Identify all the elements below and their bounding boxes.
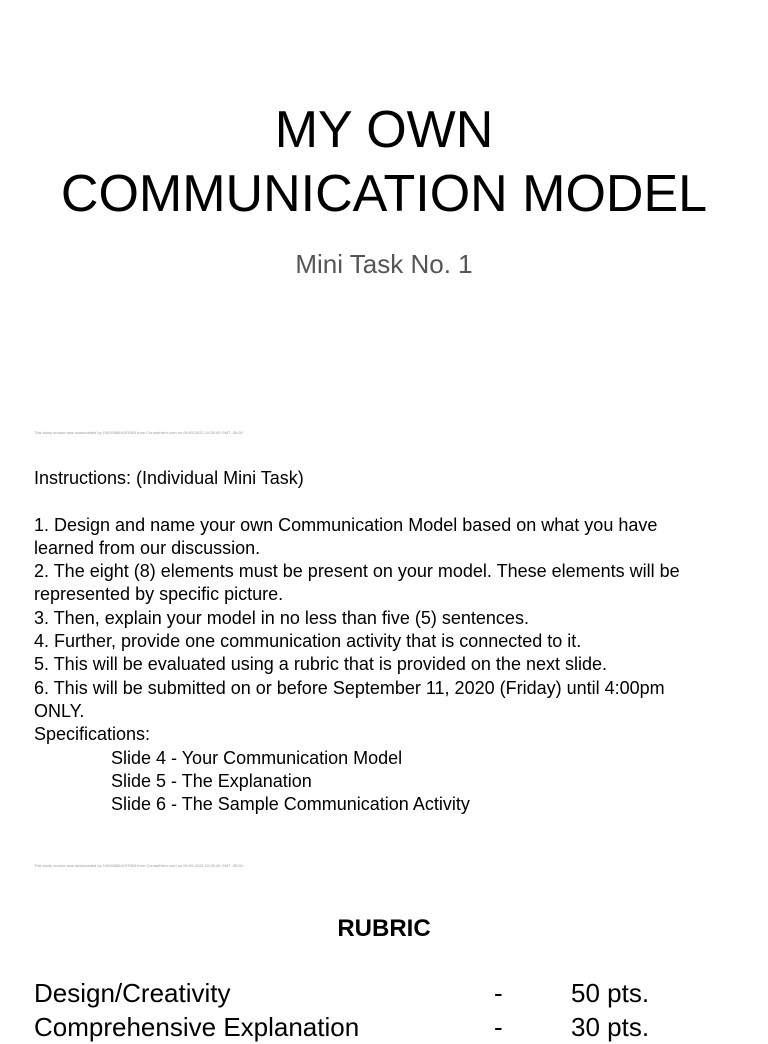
rubric-row <box>34 976 734 1010</box>
title-slide <box>0 0 768 432</box>
instruction-line: 2. The eight (8) elements must be present on your model. These elements will be <box>34 561 680 582</box>
instruction-line: represented by specific picture. <box>34 584 284 605</box>
rubric-separator: - <box>494 1012 503 1042</box>
rubric-separator: - <box>494 978 503 1008</box>
specification-item: Slide 6 - The Sample Communication Activity <box>111 794 470 815</box>
specification-item: Slide 4 - Your Communication Model <box>111 747 403 768</box>
instruction-line: 4. Further, provide one communication activity that is connected to it. <box>34 631 582 652</box>
instructions-slide <box>34 467 744 816</box>
rubric-row <box>34 1010 734 1044</box>
instructions-heading: Instructions: (Individual Mini Task) <box>34 468 304 488</box>
rubric-points: 30 pts. <box>571 1012 650 1042</box>
instruction-line: 5. This will be evaluated using a rubric that is provided on the next slide. <box>34 654 607 675</box>
watermark-2: This study source was downloaded by 100000864197663 from CourseHero.com on 09-09-2022 10:26:40 GMT -05:00 <box>34 864 243 868</box>
instruction-line: ONLY. <box>34 700 85 721</box>
watermark-1: This study source was downloaded by 100000864197663 from CourseHero.com on 09-09-2022 10:26:40 GMT -05:00 <box>34 431 243 435</box>
title-line-1: MY OWN <box>274 101 494 159</box>
spacer <box>34 490 744 513</box>
specifications-label: Specifications: <box>34 724 151 745</box>
specification-item: Slide 5 - The Explanation <box>111 770 312 791</box>
instruction-line: 6. This will be submitted on or before September 11, 2020 (Friday) until 4:00pm <box>34 677 665 698</box>
instruction-line: learned from our discussion. <box>34 537 261 558</box>
subtitle: Mini Task No. 1 <box>295 249 473 279</box>
instruction-line: 1. Design and name your own Communication Model based on what you have <box>34 514 658 535</box>
rubric-criterion: Comprehensive Explanation <box>34 1012 360 1042</box>
rubric-title: RUBRIC <box>337 915 431 942</box>
page-title <box>0 98 768 226</box>
rubric-criterion: Design/Creativity <box>34 978 231 1008</box>
title-line-2: COMMUNICATION MODEL <box>60 165 708 223</box>
rubric-points: 50 pts. <box>571 978 650 1008</box>
instruction-line: 3. Then, explain your model in no less than five (5) sentences. <box>34 607 529 628</box>
